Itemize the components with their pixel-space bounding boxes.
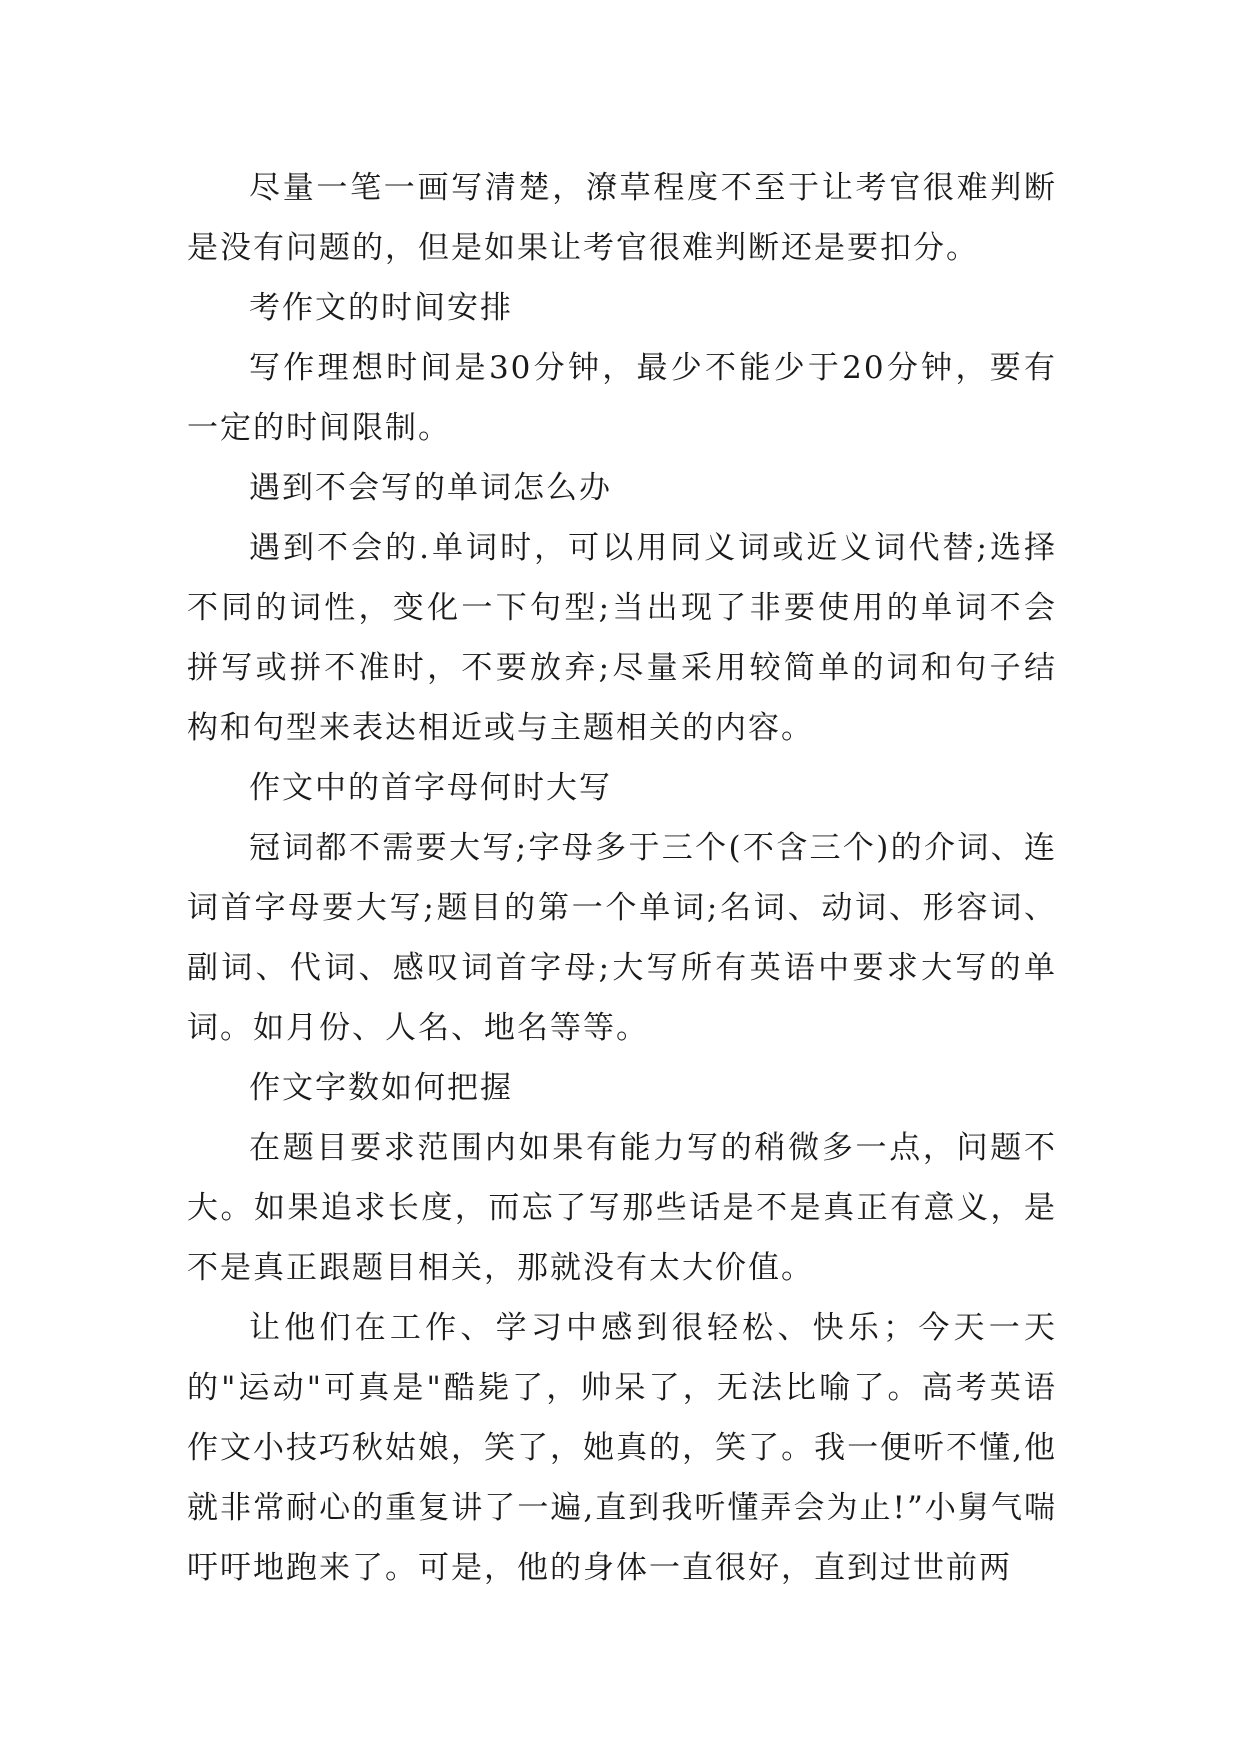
document-page [187, 158, 1057, 1598]
paragraph-capitalization: 冠词都不需要大写;字母多于三个(不含三个)的介词、连词首字母要大写;题目的第一个单词;名词、动词、形容词、副词、代词、感叹词首字母;大写所有英语中要求大写的单词。如月份、人名、地名等等。 [187, 830, 1057, 1046]
heading-word-count: 作文字数如何把握 [249, 1070, 513, 1106]
heading-time-arrangement: 考作文的时间安排 [249, 290, 513, 326]
heading-unknown-words: 遇到不会写的单词怎么办 [249, 470, 612, 506]
paragraph-time-arrangement: 写作理想时间是30分钟，最少不能少于20分钟，要有一定的时间限制。 [187, 350, 1057, 446]
paragraph-word-count: 在题目要求范围内如果有能力写的稍微多一点，问题不大。如果追求长度，而忘了写那些话是不是真正有意义，是不是真正跟题目相关，那就没有太大价值。 [187, 1130, 1057, 1286]
paragraph-closing: 让他们在工作、学习中感到很轻松、快乐；今天一天的"运动"可真是"酷毙了，帅呆了，无法比喻了。高考英语作文小技巧秋姑娘，笑了，她真的，笑了。我一便听不懂,他就非常耐心的重复讲了一遍,直到我听懂弄会为止!”小舅气喘吁吁地跑来了。可是，他的身体一直很好，直到过世前两 [187, 1310, 1057, 1586]
paragraph-unknown-words: 遇到不会的.单词时，可以用同义词或近义词代替;选择不同的词性，变化一下句型;当出现了非要使用的单词不会拼写或拼不准时，不要放弃;尽量采用较简单的词和句子结构和句型来表达相近或与主题相关的内容。 [187, 530, 1057, 746]
heading-capitalization: 作文中的首字母何时大写 [249, 770, 612, 806]
paragraph-handwriting: 尽量一笔一画写清楚，潦草程度不至于让考官很难判断是没有问题的，但是如果让考官很难判断还是要扣分。 [187, 170, 1057, 266]
